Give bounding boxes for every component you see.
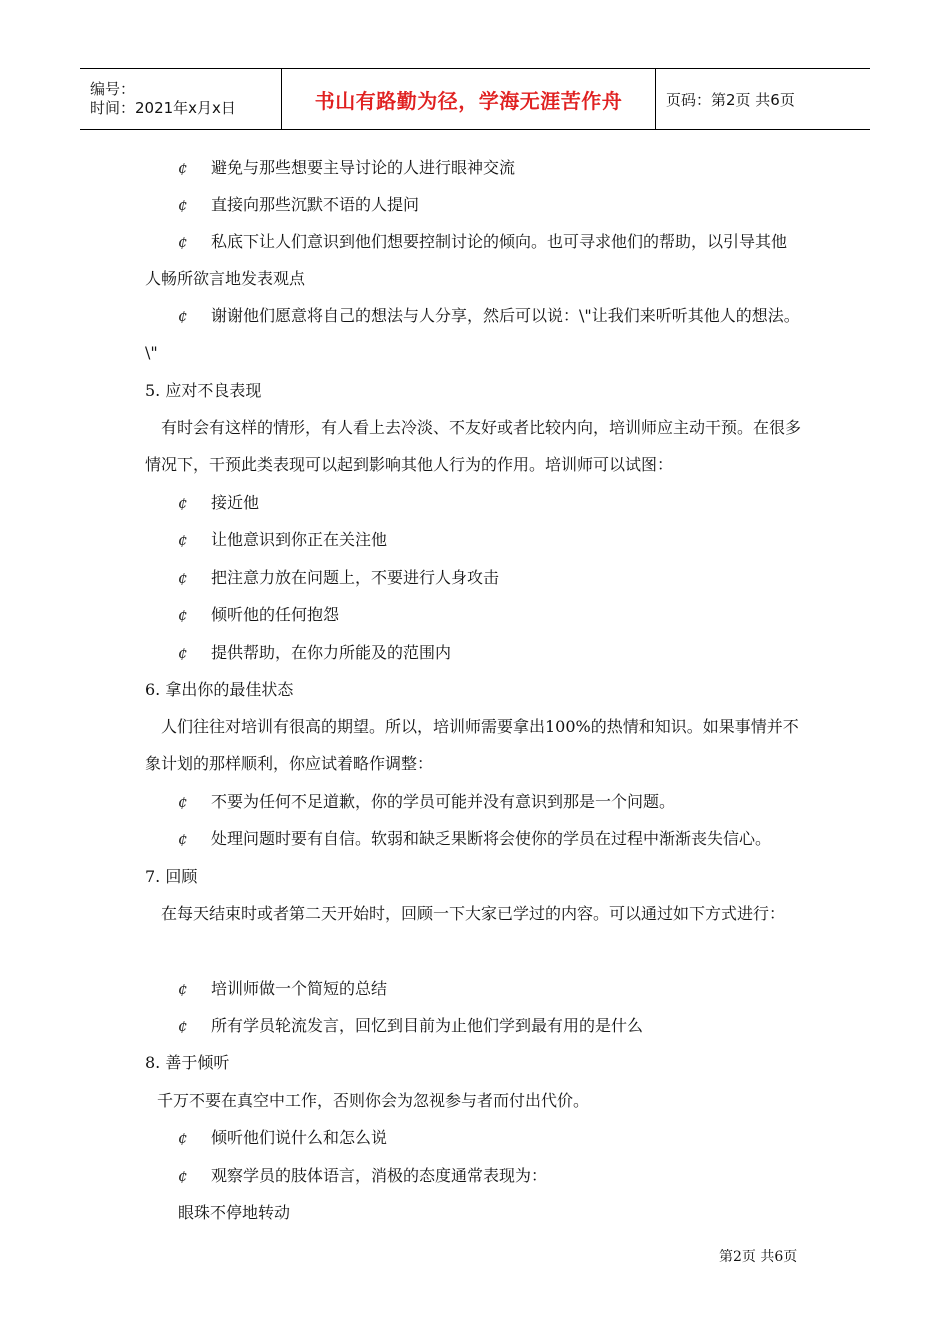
list-item: 倾听他们说什么和怎么说 [211,1128,388,1147]
paragraph: 千万不要在真空中工作，否则你会为忽视参与者而付出代价。 [157,1091,590,1110]
list-item: 不要为任何不足道歉，你的学员可能并没有意识到那是一个问题。 [211,792,676,811]
time-label: 时间：2021年x月x日 [90,99,236,117]
paragraph: 有时会有这样的情形，有人看上去冷淡、不友好或者比较内向，培训师应主动干预。在很多 [161,418,802,437]
list-item: 让他意识到你正在关注他 [211,530,388,549]
paragraph: 人们往往对培训有很高的期望。所以，培训师需要拿出100%的热情和知识。如果事情并不 [161,717,799,736]
header-motto [282,69,656,129]
bullet-icon: ¢ [178,307,188,325]
section-heading: 5. 应对不良表现 [145,381,262,400]
bullet-icon: ¢ [178,1167,188,1185]
list-item: 观察学员的肢体语言，消极的态度通常表现为： [211,1166,548,1185]
header-meta [80,69,282,129]
list-item: 培训师做一个简短的总结 [211,979,388,998]
bullet-icon: ¢ [178,233,188,251]
list-item: 接近他 [211,493,260,512]
bullet-icon: ¢ [178,644,188,662]
section-heading: 6. 拿出你的最佳状态 [145,680,294,699]
bullet-icon: ¢ [178,196,188,214]
list-item: 把注意力放在问题上，不要进行人身攻击 [211,568,500,587]
paragraph: 眼珠不停地转动 [178,1203,291,1222]
list-item: 所有学员轮流发言，回忆到目前为止他们学到最有用的是什么 [211,1016,644,1035]
list-item: 私底下让人们意识到他们想要控制讨论的倾向。也可寻求他们的帮助，以引导其他 [211,232,788,251]
section-heading: 7. 回顾 [145,867,198,886]
bullet-icon: ¢ [178,494,188,512]
section-heading: 8. 善于倾听 [145,1053,230,1072]
list-item-continuation: 人畅所欲言地发表观点 [145,269,306,288]
page-footer: 第2页 共6页 [719,1249,798,1265]
bullet-icon: ¢ [178,606,188,624]
list-item: 直接向那些沉默不语的人提问 [211,195,420,214]
list-item: 处理问题时要有自信。软弱和缺乏果断将会使你的学员在过程中渐渐丧失信心。 [211,829,772,848]
motto-text: 书山有路勤为径，学海无涯苦作舟 [314,88,623,113]
page-label: 页码：第2页 共6页 [666,90,795,109]
list-item: 提供帮助，在你力所能及的范围内 [211,643,452,662]
bullet-icon: ¢ [178,1129,188,1147]
bullet-icon: ¢ [178,980,188,998]
code-label: 编号： [90,80,136,98]
list-item: 谢谢他们愿意将自己的想法与人分享，然后可以说：\"让我们来听听其他人的想法。 [211,306,800,325]
paragraph: 在每天结束时或者第二天开始时，回顾一下大家已学过的内容。可以通过如下方式进行： [161,904,786,923]
list-item: 避免与那些想要主导讨论的人进行眼神交流 [211,158,516,177]
bullet-icon: ¢ [178,1017,188,1035]
bullet-icon: ¢ [178,159,188,177]
header-page [656,69,870,129]
paragraph: 情况下，干预此类表现可以起到影响其他人行为的作用。培训师可以试图： [145,455,674,474]
bullet-icon: ¢ [178,793,188,811]
document-header [80,68,870,130]
paragraph: 象计划的那样顺利，你应试着略作调整： [145,754,434,773]
bullet-icon: ¢ [178,569,188,587]
bullet-icon: ¢ [178,830,188,848]
bullet-icon: ¢ [178,531,188,549]
list-item: 倾听他的任何抱怨 [211,605,340,624]
list-item-continuation: \" [145,343,158,362]
